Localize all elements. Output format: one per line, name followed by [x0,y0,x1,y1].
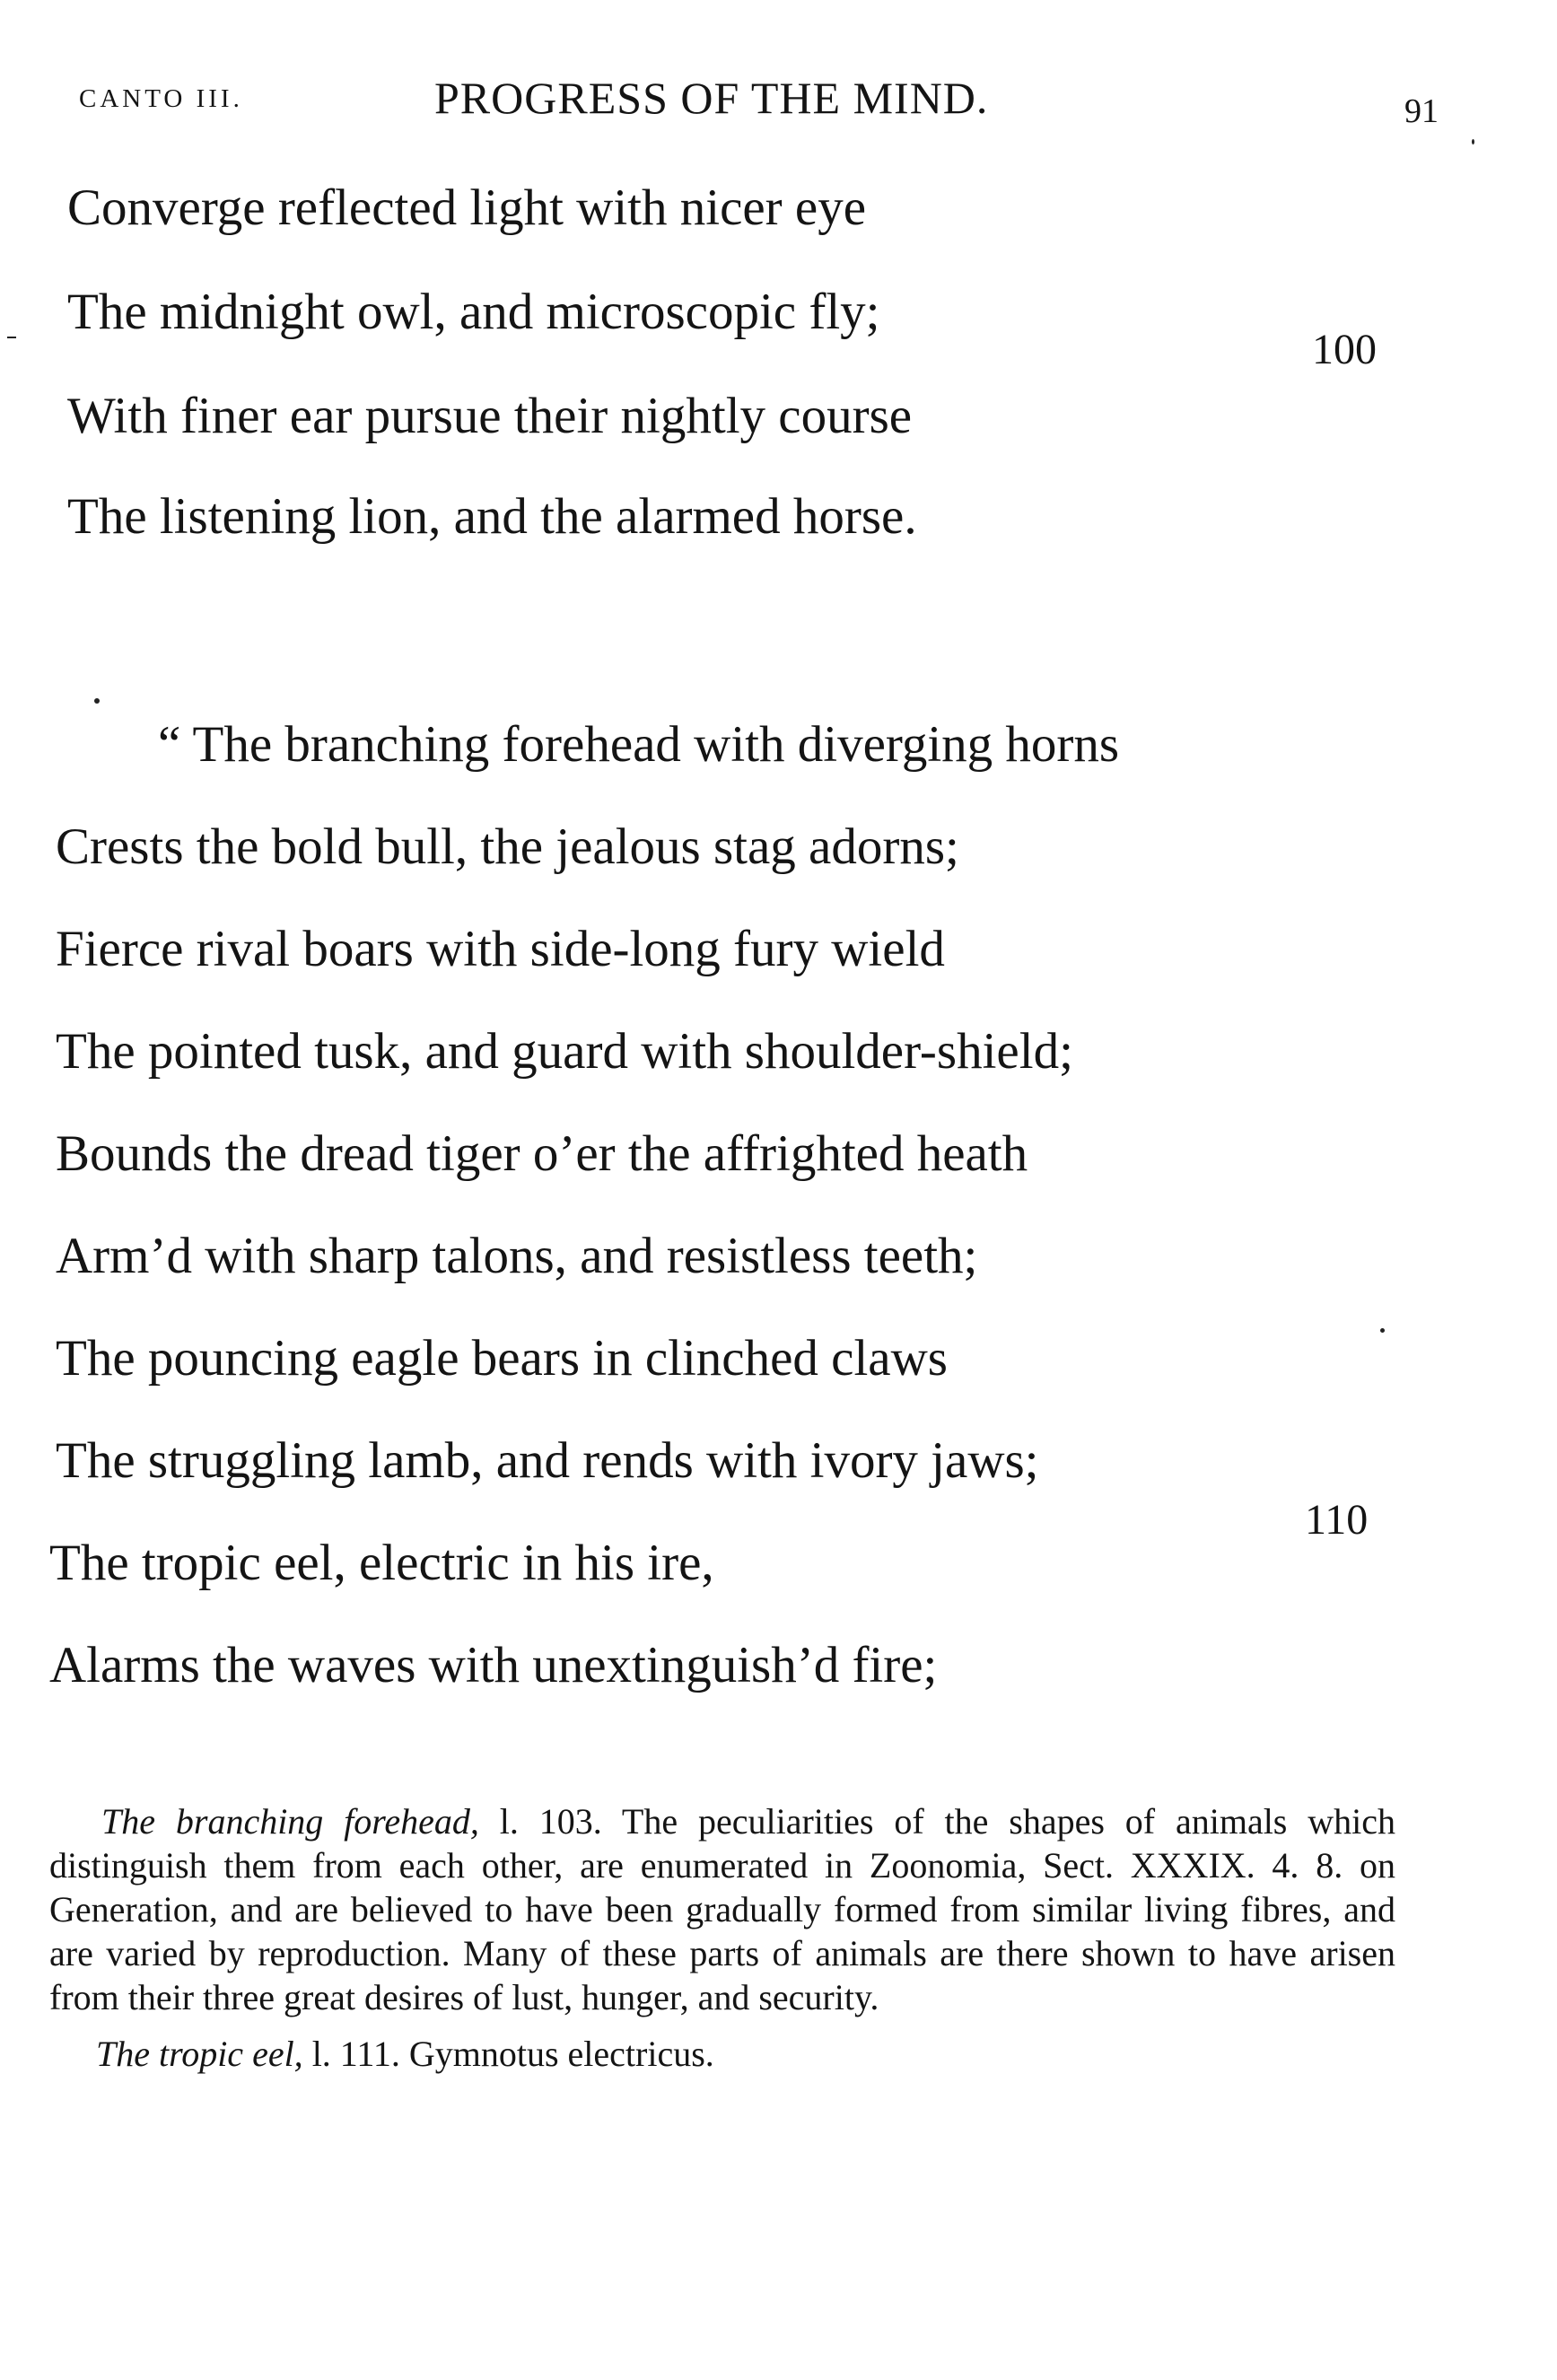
footnotes [49,1799,1395,2076]
scan-speck [7,337,16,338]
verse-line: Crests the bold bull, the jealous stag adorns; [56,818,959,875]
footnote-label: The branching forehead, [101,1801,479,1842]
verse-line: Arm’d with sharp talons, and resistless teeth; [56,1228,978,1284]
page-number: 91 [1404,92,1439,130]
scan-speck [94,698,100,704]
verse-line: Converge reflected light with nicer eye [67,179,867,236]
footnote-label: The tropic eel, [96,2034,303,2074]
footnote-ref: l. 111. [311,2034,400,2074]
verse-line: The pouncing eagle bears in clinched claws [56,1330,948,1387]
scan-speck [1472,139,1474,144]
verse-line: The listening lion, and the alarmed horse. [67,488,917,545]
verse-line: The pointed tusk, and guard with shoulder-shield; [56,1023,1073,1080]
line-number: 110 [1305,1496,1369,1544]
scan-speck [1380,1328,1385,1333]
verse-line: The struggling lamb, and rends with ivory jaws; [56,1432,1039,1489]
page-title: PROGRESS OF THE MIND. [434,73,989,123]
verse-line: Fierce rival boars with side-long fury wield [56,921,945,977]
footnote [49,1799,1395,2019]
verse-line: The midnight owl, and microscopic fly; [67,284,880,340]
footnote [49,2032,1395,2076]
footnote-ref: l. 103. [499,1801,602,1842]
verse-line: The tropic eel, electric in his ire, [49,1535,714,1591]
running-head [0,72,1557,135]
verse-line: Alarms the waves with unextinguish’d fire; [49,1637,938,1693]
line-number: 100 [1312,326,1377,373]
verse-line: Bounds the dread tiger o’er the affrighted heath [56,1125,1028,1182]
footnote-text: The peculiarities of the shapes of animals which distinguish them from each other, are enumerated in Zoonomia, Sect. XXXIX. 4. 8. on Generation, and are believed to have been gradually formed from similar living fibres, and are varied by reproduction. Many of these parts of animals are there shown to have arisen from their three great desires of lust, hunger, and security. [49,1801,1396,2017]
footnote-text: Gymnotus electricus. [408,2034,714,2074]
verse-line: With finer ear pursue their nightly course [67,388,913,444]
verse-line: “ The branching forehead with diverging horns [158,716,1120,773]
canto-label: CANTO III. [79,84,243,113]
